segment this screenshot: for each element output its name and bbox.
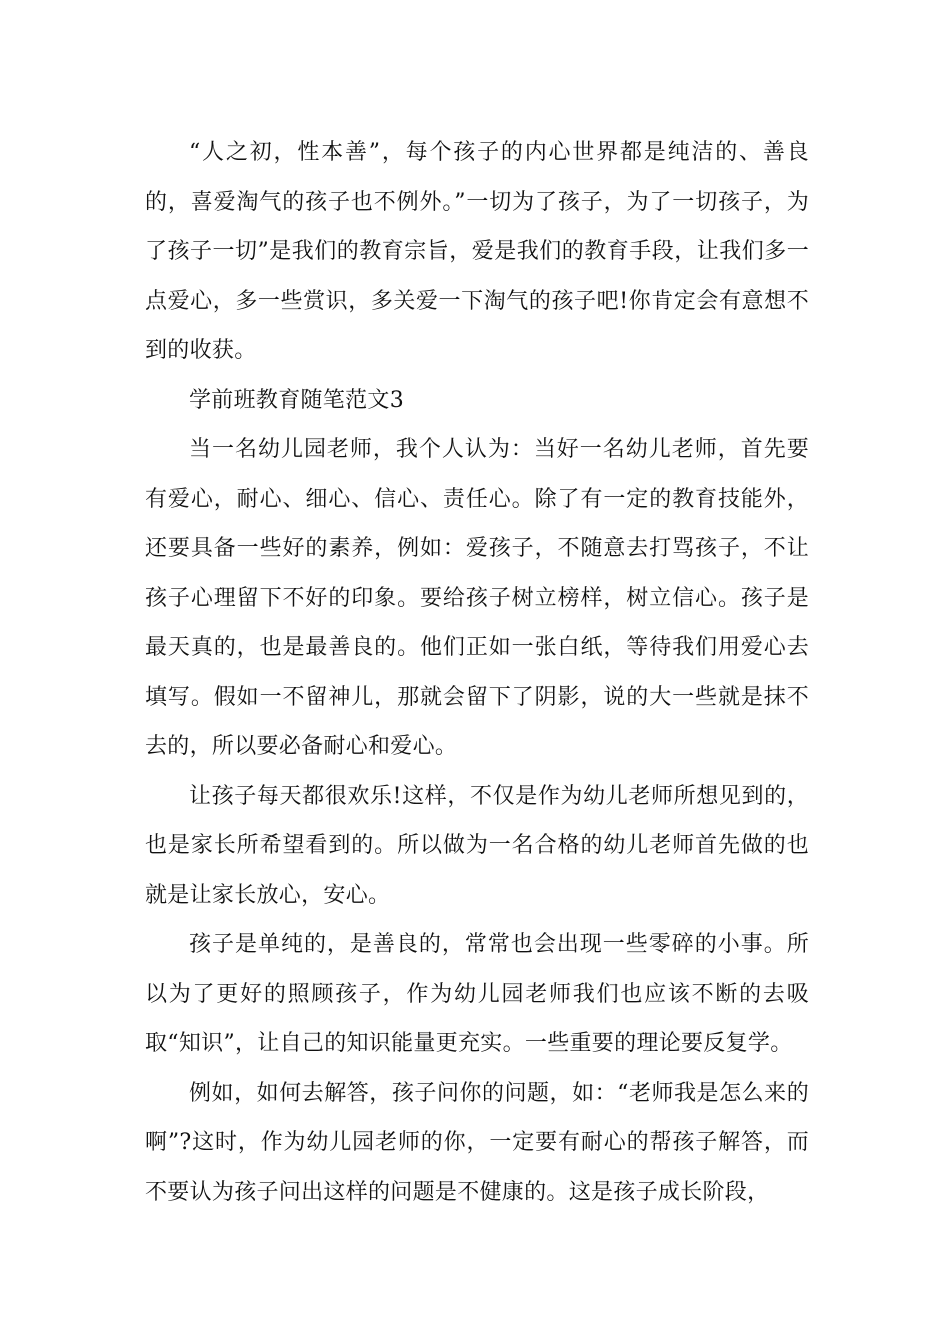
paragraph-answering-questions: 例如，如何去解答，孩子问你的问题，如：“老师我是怎么来的啊”?这时，作为幼儿园老师的你，一定要有耐心的帮孩子解答，而不要认为孩子问出这样的问题是不健康的。这是孩子成长阶段， (145, 1080, 809, 1205)
paragraph-teacher-qualities: 当一名幼儿园老师，我个人认为：当好一名幼儿老师，首先要有爱心，耐心、细心、信心、责任心。除了有一定的教育技能外，还要具备一些好的素养，例如：爱孩子，不随意去打骂孩子，不让孩子心理留下不好的印象。要给孩子树立榜样，树立信心。孩子是最天真的，也是最善良的。他们正如一张白纸，等待我们用爱心去填写。假如一不留神儿，那就会留下了阴影，说的大一些就是抹不去的，所以要必备耐心和爱心。 (145, 437, 809, 759)
section-heading: 学前班教育随笔范文3 (189, 387, 404, 413)
paragraph-kindness: “人之初，性本善”，每个孩子的内心世界都是纯洁的、善良的，喜爱淘气的孩子也不例外。”一切为了孩子，为了一切孩子，为了孩子一切”是我们的教育宗旨，爱是我们的教育手段，让我们多一点爱心，多一些赏识，多关爱一下淘气的孩子吧!你肯定会有意想不到的收获。 (145, 140, 809, 363)
paragraph-happy-children: 让孩子每天都很欢乐!这样，不仅是作为幼儿老师所想见到的，也是家长所希望看到的。所以做为一名合格的幼儿老师首先做的也就是让家长放心，安心。 (145, 783, 809, 908)
document-body (145, 128, 809, 1217)
paragraph-learning-knowledge: 孩子是单纯的，是善良的，常常也会出现一些零碎的小事。所以为了更好的照顾孩子，作为幼儿园老师我们也应该不断的去吸取“知识”，让自己的知识能量更充实。一些重要的理论要反复学。 (145, 932, 809, 1056)
